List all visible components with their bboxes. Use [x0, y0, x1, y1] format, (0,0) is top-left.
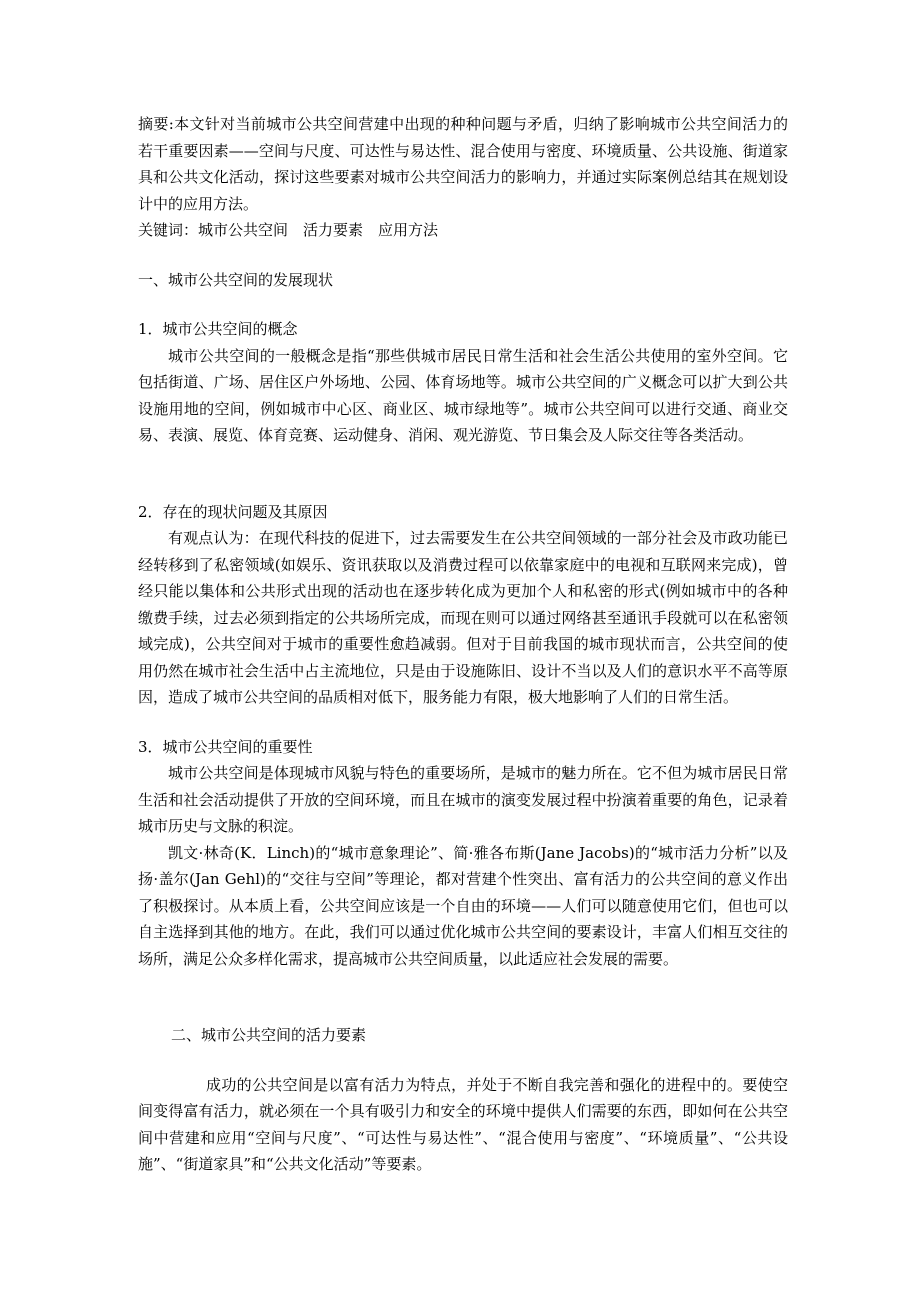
abstract-paragraph [138, 111, 788, 217]
section1-sub1-title: 1．城市公共空间的概念 [138, 320, 298, 338]
abstract-label: 摘要: [138, 115, 174, 133]
spacer [138, 711, 788, 734]
spacer [138, 449, 788, 499]
section1-sub3-title: 3．城市公共空间的重要性 [138, 737, 313, 756]
spacer [138, 244, 788, 267]
section1-sub2-title: 2．存在的现状问题及其原因 [138, 502, 328, 521]
section1-sub2-body: 有观点认为：在现代科技的促进下，过去需要发生在公共空间领域的一部分社会及市政功能已经转移到了私密领域(如娱乐、资讯获取以及消费过程可以依靠家庭中的电视和互联网来完成)，曾经只能以集体和公共形式出现的活动也在逐步转化成为更加个人和私密的形式(例如城市中的各种缴费手续，过去必须到指定的公共场所完成，而现在则可以通过网络甚至通讯手段就可以在私密领域完成)，公共空间对于城市的重要性愈趋减弱。但对于目前我国的城市现状而言，公共空间的使用仍然在城市社会生活中占主流地位，只是由于设施陈旧、设计不当以及人们的意识水平不高等原因，造成了城市公共空间的品质相对低下，服务能力有限，极大地影响了人们的日常生活。 [138, 529, 788, 706]
section1-sub3-body2: 凯文·林奇(K．Linch)的“城市意象理论”、简·雅各布斯(Jane Jacobs)的“城市活力分析”以及扬·盖尔(Jan Gehl)的“交往与空间”等理论，都对营建个性突出、富有活力的公共空间的意义作出了积极探讨。从本质上看，公共空间应该是一个自由的环境——人们可以随意使用它们，但也可以自主选择到其他的地方。在此，我们可以通过优化城市公共空间的要素设计，丰富人们相互交往的场所，满足公众多样化需求，提高城市公共空间质量，以此适应社会发展的需要。 [138, 843, 788, 968]
section2-title: 二、城市公共空间的活力要素 [171, 1026, 367, 1044]
spacer [138, 1049, 788, 1072]
section1-sub3-body1: 城市公共空间是体现城市风貌与特色的重要场所，是城市的魅力所在。它不但为城市居民日常生活和社会活动提供了开放的空间环境，而且在城市的演变发展过程中扮演着重要的角色，记录着城市历史与文脉的积淀。 [138, 764, 788, 835]
section1-title: 一、城市公共空间的发展现状 [138, 270, 334, 289]
spacer [138, 293, 788, 316]
document-page [138, 111, 788, 1178]
keywords-line: 关键词：城市公共空间 活力要素 应用方法 [138, 221, 439, 239]
section1-sub1-body: 城市公共空间的一般概念是指“那些供城市居民日常生活和社会生活公共使用的室外空间。它包括街道、广场、居住区户外场地、公园、体育场地等。城市公共空间的广义概念可以扩大到公共设施用地的空间，例如城市中心区、商业区、城市绿地等”。城市公共空间可以进行交通、商业交易、表演、展览、体育竞赛、运动健身、消闲、观光游览、节日集会及人际交往等各类活动。 [138, 346, 788, 444]
section2-body: 成功的公共空间是以富有活力为特点，并处于不断自我完善和强化的进程中的。要使空间变得富有活力，就必须在一个具有吸引力和安全的环境中提供人们需要的东西，即如何在公共空间中营建和应用“空间与尺度”、“可达性与易达性”、“混合使用与密度”、“环境质量”、“公共设施”、“街道家具”和“公共文化活动”等要素。 [138, 1075, 788, 1173]
abstract-text: 本文针对当前城市公共空间营建中出现的种种问题与矛盾，归纳了影响城市公共空间活力的若干重要因素——空间与尺度、可达性与易达性、混合使用与密度、环境质量、公共设施、街道家具和公共文化活动，探讨这些要素对城市公共空间活力的影响力，并通过实际案例总结其在规划设计中的应用方法。 [138, 115, 788, 213]
spacer [138, 972, 788, 1022]
